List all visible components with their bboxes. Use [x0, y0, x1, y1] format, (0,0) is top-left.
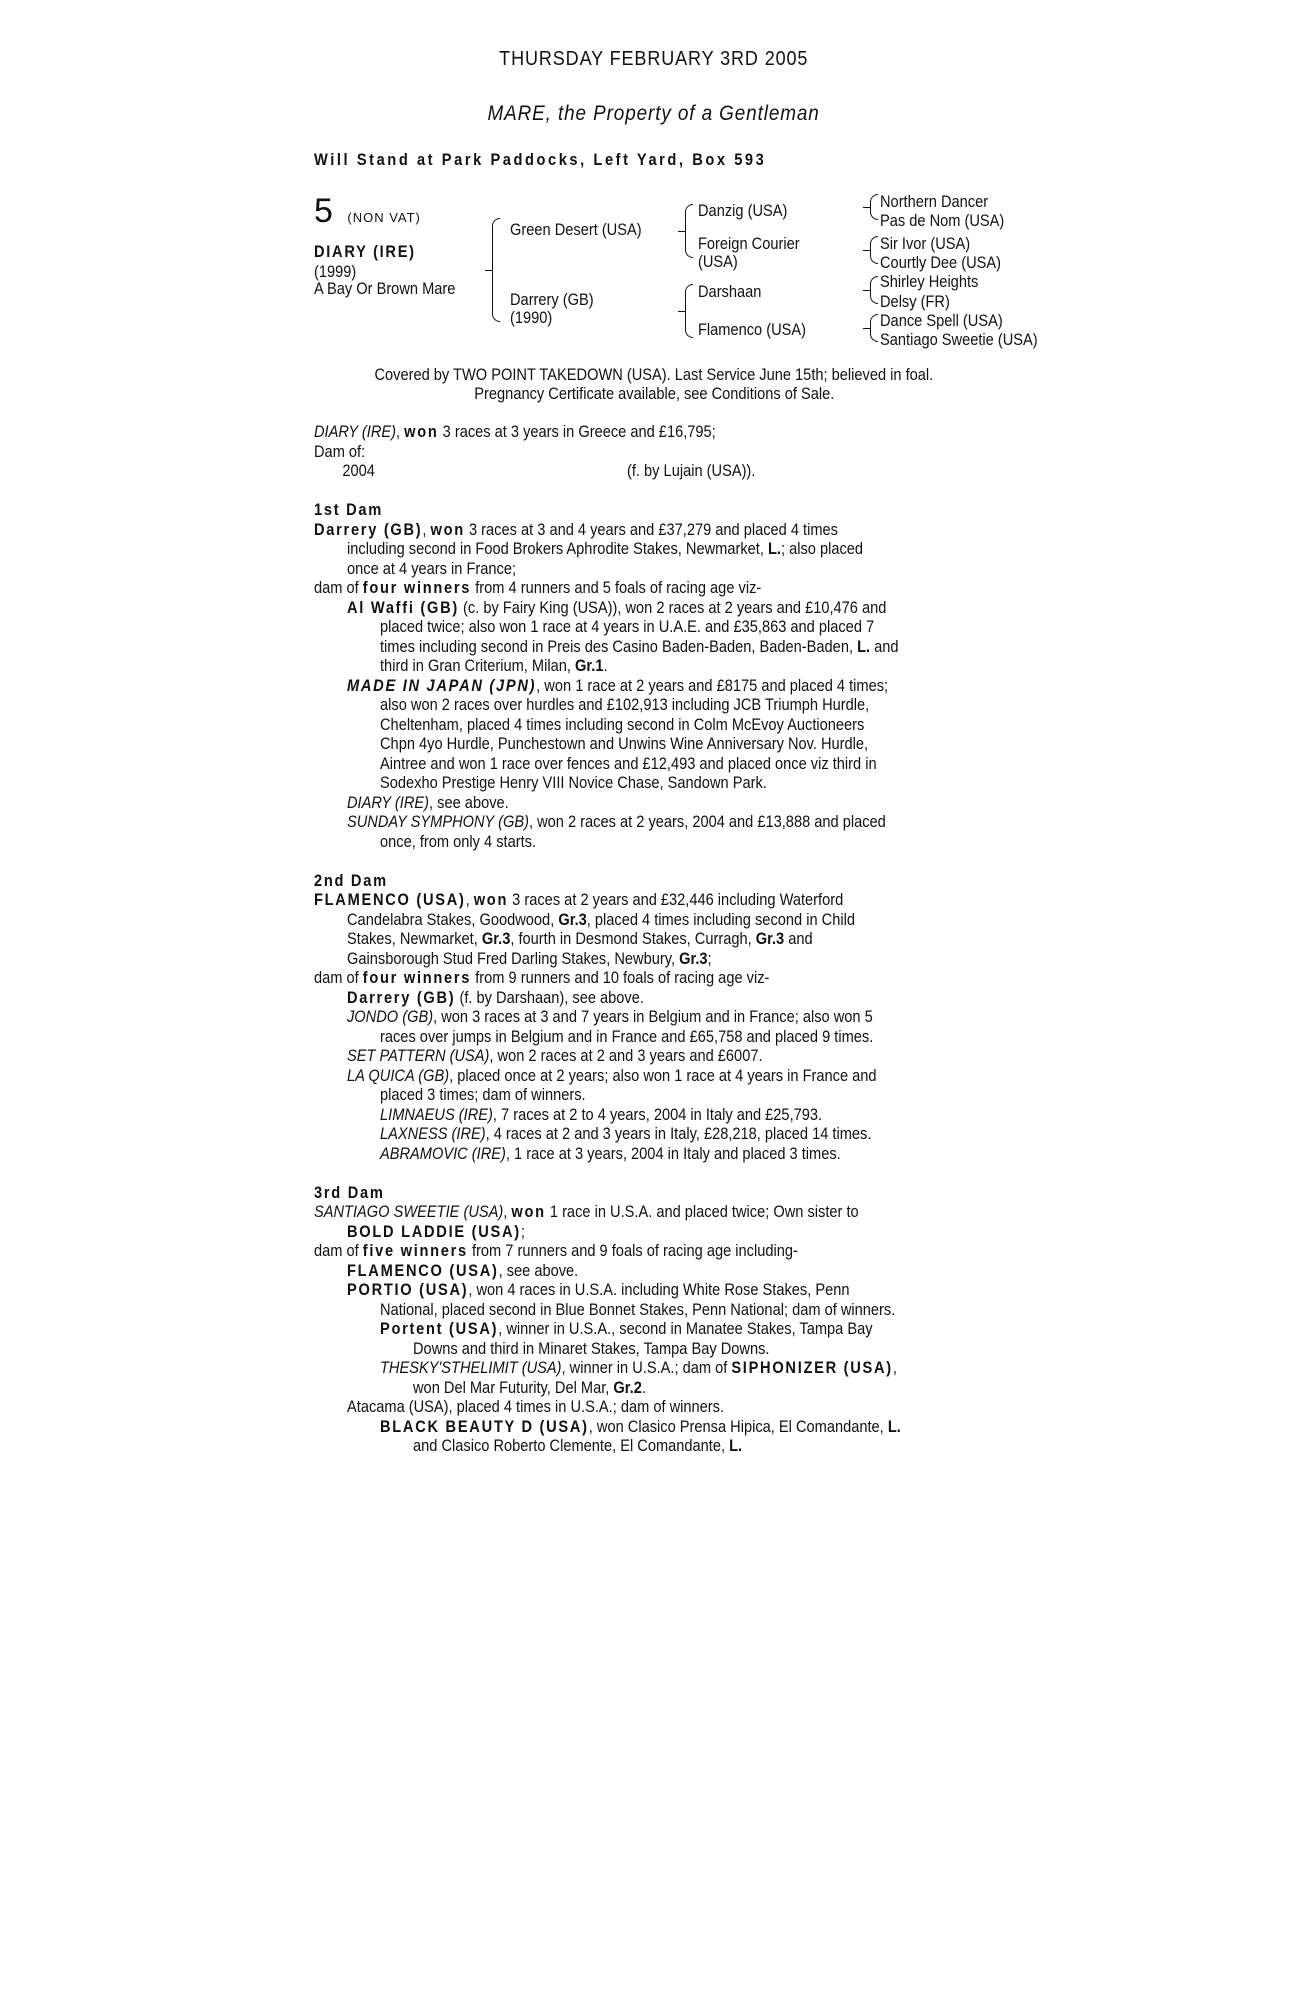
lot-name: DIARY (IRE) [314, 242, 416, 261]
pedigree-dam: Darrery (GB) [510, 290, 594, 309]
pedigree-sss: Northern Dancer [880, 192, 989, 211]
pregnancy-line: Pregnancy Certificate available, see Conditions of Sale. [473, 384, 835, 403]
third-dam-section: 3rd Dam SANTIAGO SWEETIE (USA), won 1 race in U.S.A. and placed twice; Own sister to BOLD LADDIE (USA); dam of five winners from 7 runners and 9 foals of racing age including- FLAMENCO (USA), see above. PORTIO (USA), won 4 races in U.S.A. including White Rose Stakes, Penn National, placed second in Blue Bonnet Stakes, Penn National; dam of winners. Portent (USA), winner in U.S.A., second in Manatee Stakes, Tampa Bay Downs and third in Minaret Stakes, Tampa Bay Downs. THESKY'STHELIMIT (USA), winner in U.S.A.; dam of SIPHONIZER (USA), won Del Mar Futurity, Del Mar, Gr.2. Atacama (USA), placed 4 times in U.S.A.; dam of winners. BLACK BEAUTY D (USA), won Clasico Prensa Hipica, El Comandante, L. and Clasico Roberto Clemente, El Comandante, L. [314, 1182, 901, 1455]
lot-header [314, 192, 421, 231]
pedigree-brace-gen1 [492, 218, 500, 322]
pedigree-sdd: Courtly Dee (USA) [880, 253, 1002, 272]
pedigree-dds: Dance Spell (USA) [880, 311, 1003, 330]
pedigree-ssd: Pas de Nom (USA) [880, 211, 1005, 230]
pedigree-dsd: Delsy (FR) [880, 292, 950, 311]
pedigree-dam-year: (1990) [510, 308, 553, 327]
lot-property-title: MARE, the Property of a Gentleman [487, 102, 821, 125]
lot-description: A Bay Or Brown Mare [314, 279, 456, 298]
pedigree-brace-sire [685, 204, 693, 258]
pedigree-sds: Sir Ivor (USA) [880, 234, 971, 253]
pedigree-brace-sd [870, 236, 878, 264]
second-dam-section: 2nd Dam FLAMENCO (USA), won 3 races at 2 years and £32,446 including Waterford Candelabra Stakes, Goodwood, Gr.3, placed 4 times including second in Child Stakes, Newmarket, Gr.3, fourth in Desmond Stakes, Curragh, Gr.3 and Gainsborough Stud Fred Darling Stakes, Newbury, Gr.3; dam of four winners from 9 runners and 10 foals of racing age viz- Darrery (GB) (f. by Darshaan), see above. JONDO (GB), won 3 races at 3 and 7 years in Belgium and in France; also won 5 races over jumps in Belgium and in France and £65,758 and placed 9 times. SET PATTERN (USA), won 2 races at 2 and 3 years and £6007. LA QUICA (GB), placed once at 2 years; also won 1 race at 4 years in France and placed 3 times; dam of winners. LIMNAEUS (IRE), 7 races at 2 to 4 years, 2004 in Italy and £25,793. LAXNESS (IRE), 4 races at 2 and 3 years in Italy, £28,218, placed 14 times. ABRAMOVIC (IRE), 1 race at 3 years, 2004 in Italy and placed 3 times. [314, 870, 877, 1163]
pedigree-brace-ds [870, 276, 878, 304]
intro-section: DIARY (IRE), won 3 races at 3 years in Greece and £16,795; Dam of: 2004 (f. by Lujain (USA)). [314, 422, 756, 480]
pedigree-sire-dam-country: (USA) [698, 252, 738, 271]
lot-year: (1999) [314, 262, 357, 281]
pedigree-dam-dam: Flamenco (USA) [698, 320, 807, 339]
pedigree-brace-ss [870, 194, 878, 220]
stand-location: Will Stand at Park Paddocks, Left Yard, Box 593 [314, 150, 767, 169]
sale-date: THURSDAY FEBRUARY 3RD 2005 [499, 48, 809, 70]
lot-number: 5 [314, 192, 333, 230]
pedigree-sire: Green Desert (USA) [510, 220, 642, 239]
pedigree-sire-sire: Danzig (USA) [698, 201, 788, 220]
pedigree-brace-dd [870, 314, 878, 342]
covered-line: Covered by TWO POINT TAKEDOWN (USA). Last Service June 15th; believed in foal. [374, 365, 934, 384]
pedigree-ddd: Santiago Sweetie (USA) [880, 330, 1038, 349]
pedigree-dam-sire: Darshaan [698, 282, 762, 301]
pedigree-dss: Shirley Heights [880, 272, 979, 291]
vat-status: (NON VAT) [347, 210, 421, 225]
pedigree-brace-dam [685, 284, 693, 338]
pedigree-sire-dam: Foreign Courier [698, 234, 800, 253]
first-dam-section: 1st Dam Darrery (GB), won 3 races at 3 and 4 years and £37,279 and placed 4 times including second in Food Brokers Aphrodite Stakes, Newmarket, L.; also placed once at 4 years in France; dam of four winners from 4 runners and 5 foals of racing age viz- Al Waffi (GB) (c. by Fairy King (USA)), won 2 races at 2 years and £10,476 and placed twice; also won 1 race at 4 years in U.A.E. and £35,863 and placed 7 times including second in Preis des Casino Baden-Baden, Baden-Baden, L. and third in Gran Criterium, Milan, Gr.1. MADE IN JAPAN (JPN), won 1 race at 2 years and £8175 and placed 4 times; also won 2 races over hurdles and £102,913 including JCB Triumph Hurdle, Cheltenham, placed 4 times including second in Colm McEvoy Auctioneers Chpn 4yo Hurdle, Punchestown and Unwins Wine Anniversary Nov. Hurdle, Aintree and won 1 race over fences and £12,493 and placed once viz third in Sodexho Prestige Henry VIII Novice Chase, Sandown Park. DIARY (IRE), see above. SUNDAY SYMPHONY (GB), won 2 races at 2 years, 2004 and £13,888 and placed once, from only 4 starts. [314, 500, 899, 851]
pedigree-details [314, 422, 999, 1456]
